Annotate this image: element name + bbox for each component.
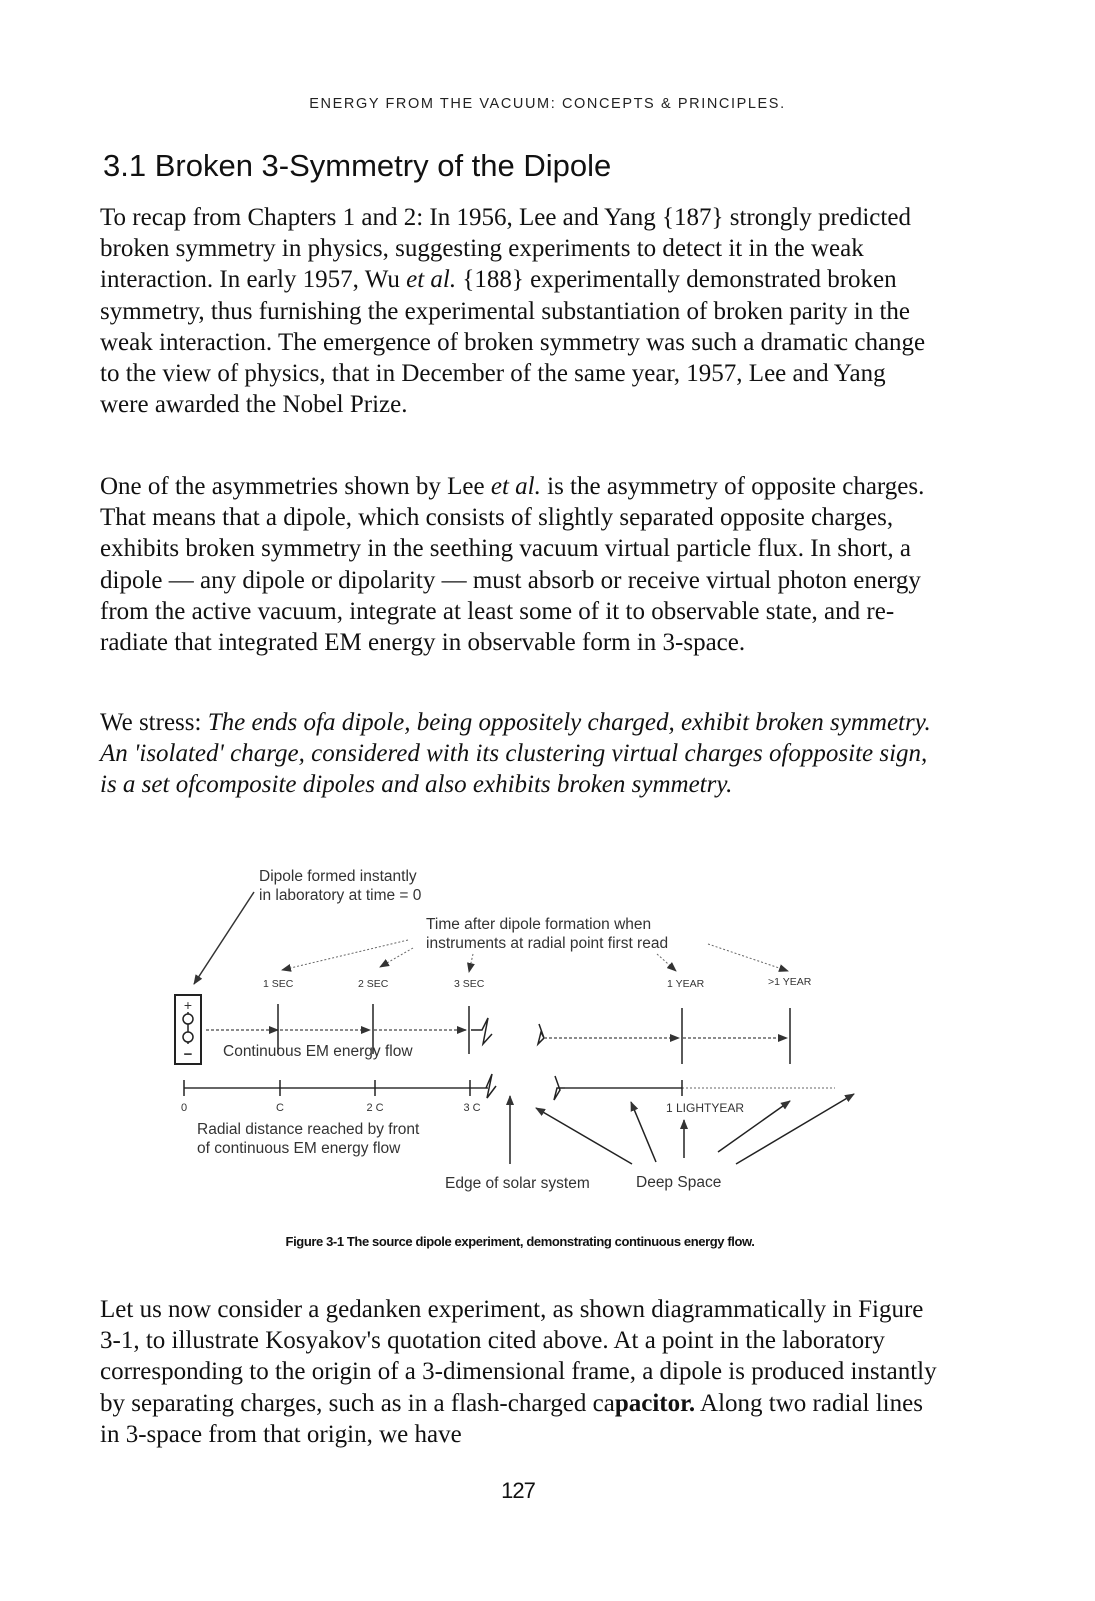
page-number: 127 [501, 1478, 535, 1503]
radial-label-line2: of continuous EM energy flow [197, 1140, 401, 1157]
bold-run: pacitor. [614, 1389, 696, 1417]
time-label-line1: Time after dipole formation when [426, 916, 652, 933]
text-run: Along two radial lines in 3-space from that origin, we have [100, 1389, 923, 1448]
deep-space-arrow [631, 1102, 656, 1162]
text-run: We stress: [100, 709, 208, 736]
negative-charge [183, 1032, 193, 1042]
figure-caption: Figure 3-1 The source dipole experiment, demonstrating continuous energy flow. [285, 1234, 755, 1249]
time-pointer-3sec [469, 954, 473, 972]
distance-tick-3c: 3 C [463, 1102, 481, 1114]
positive-charge [183, 1014, 193, 1024]
minus-sign: − [183, 1046, 193, 1063]
time-tick-more-year: >1 YEAR [768, 976, 812, 988]
time-pointer-1sec [282, 940, 408, 970]
paragraph-recap [100, 202, 940, 420]
time-label-line2: instruments at radial point first read [426, 935, 669, 952]
text-run: One of the asymmetries shown by Lee [100, 473, 491, 500]
time-tick-1year: 1 YEAR [667, 978, 705, 990]
distance-tick-c: C [276, 1102, 284, 1114]
figure-diagram [170, 858, 870, 1210]
distance-tick-2c: 2 C [366, 1102, 384, 1114]
text-run: Let us now consider a gedanken experiment, as shown diagrammatically in Figure 3-1, to illustrate Kosyakov's quotation cited above. At a point in the laboratory corresponding to the origin of a 3-dimensional frame, a dipole is produced instantly by separating charges, such as in a flash-charged ca [100, 1296, 937, 1417]
break-symbol [486, 1074, 496, 1098]
plus-sign: + [183, 997, 193, 1013]
break-symbol [471, 1018, 492, 1044]
edge-label: Edge of solar system [445, 1175, 590, 1192]
time-pointer-more-year [708, 944, 788, 971]
dipole-label-line1: Dipole formed instantly [259, 868, 417, 885]
text-run: is the asymmetry of opposite charges. That means that a dipole, which consists of slightly separated opposite charges, exhibits broken symmetry in the seething vacuum virtual particle flux. In short, a dipole — any dipole or dipolarity — must absorb or receive virtual photon energy from the active vacuum, integrate at least some of it to observable state, and re-radiate that integrated EM energy in observable form in 3-space. [100, 473, 925, 657]
time-tick-2sec: 2 SEC [358, 978, 389, 990]
break-symbol [538, 1024, 544, 1044]
figure-dipole-experiment [170, 858, 870, 1210]
radial-label-line1: Radial distance reached by front [197, 1121, 420, 1138]
break-symbol [554, 1076, 565, 1100]
dipole-label-line2: in laboratory at time = 0 [259, 887, 422, 904]
running-header: ENERGY FROM THE VACUUM: CONCEPTS & PRINCIPLES. [309, 96, 786, 112]
emphasis: The ends ofa dipole, being oppositely charged, exhibit broken symmetry. An 'isolated' charge, considered with its clustering virtual charges ofopposite sign, is a set ofcomposite dipoles and also exhibits broken symmetry. [100, 709, 931, 799]
distance-tick-lightyear: 1 LIGHTYEAR [666, 1101, 745, 1115]
text-run: To recap from Chapters 1 and 2: In 1956, Lee and Yang {187} strongly predicted broken symmetry in physics, suggesting experiments to detect it in the weak interaction. In early 1957, Wu [100, 204, 911, 294]
time-pointer-2sec [380, 948, 413, 967]
time-tick-3sec: 3 SEC [454, 978, 485, 990]
paragraph-stress [100, 707, 940, 801]
deep-space-arrow [736, 1094, 854, 1164]
distance-tick-0: 0 [180, 1102, 188, 1114]
deep-space-arrow [536, 1108, 632, 1164]
emphasis: et al. [406, 266, 457, 294]
time-tick-1sec: 1 SEC [263, 978, 294, 990]
text-run: {188} experimentally demonstrated broken symmetry, thus furnishing the experimental substantiation of broken parity in the weak interaction. The emergence of broken symmetry was such a dramatic change to the view of physics, that in December of the same year, 1957, Lee and Yang were awarded the Nobel Prize. [100, 266, 926, 419]
section-title: 3.1 Broken 3-Symmetry of the Dipole [103, 148, 612, 183]
paragraph-gedanken [100, 1294, 940, 1450]
emphasis: et al. [490, 473, 541, 500]
paragraph-asymmetry [100, 471, 940, 658]
deep-space-label: Deep Space [636, 1174, 722, 1191]
dipole-symbol [175, 995, 201, 1064]
dipole-pointer-arrow [194, 892, 254, 984]
flow-label: Continuous EM energy flow [223, 1043, 413, 1060]
time-pointer-1year [657, 954, 676, 971]
